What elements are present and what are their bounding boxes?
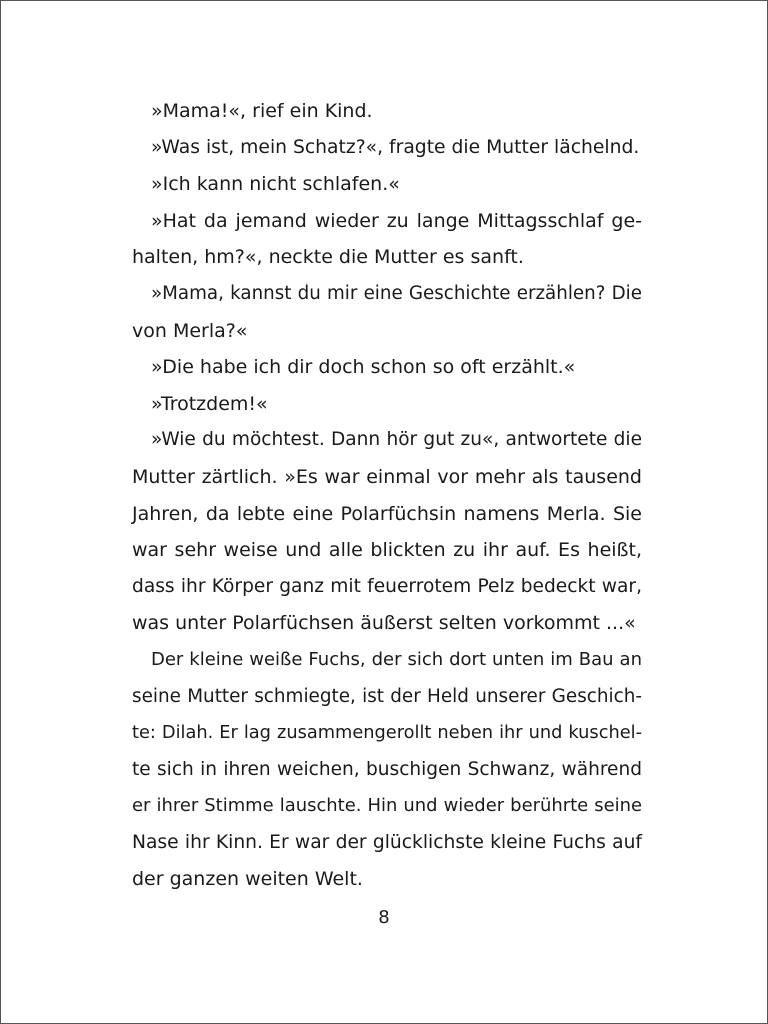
text-line: Der kleine weiße Fuchs, der sich dort unten im Bau an <box>151 648 642 670</box>
text-line: »Mama, kannst du mir eine Geschichte erzählen? Die <box>151 282 642 304</box>
text-line: dass ihr Körper ganz mit feuerrotem Pelz bedeckt war, <box>132 575 642 597</box>
text-line: seine Mutter schmiegte, ist der Held unserer Geschich- <box>132 685 642 707</box>
text-line: »Hat da jemand wieder zu lange Mittagsschlaf ge- <box>151 209 642 232</box>
text-line: er ihrer Stimme lauschte. Hin und wieder berührte seine <box>132 795 642 817</box>
page-text <box>132 93 642 898</box>
text-line: »Trotzdem!« <box>151 392 268 415</box>
text-line: war sehr weise und alle blickten zu ihr auf. Es heißt, <box>132 539 642 562</box>
text-line: »Ich kann nicht schlafen.« <box>151 173 400 196</box>
text-line: te: Dilah. Er lag zusammengerollt neben ihr und kuschel- <box>132 722 642 744</box>
text-line: halten, hm?«, neckte die Mutter es sanft. <box>132 246 524 269</box>
text-line: was unter Polarfüchsen äußerst selten vorkommt ...« <box>132 612 636 635</box>
text-line: Nase ihr Kinn. Er war der glücklichste kleine Fuchs auf <box>132 831 642 853</box>
text-line: »Die habe ich dir doch schon so oft erzählt.« <box>151 356 576 379</box>
text-line: der ganzen weiten Welt. <box>132 868 363 891</box>
text-line: Mutter zärtlich. »Es war einmal vor mehr als tausend <box>132 465 642 488</box>
text-line: von Merla?« <box>132 319 248 342</box>
text-line: »Mama!«, rief ein Kind. <box>151 100 373 122</box>
text-line: te sich in ihren weichen, buschigen Schwanz, während <box>132 758 642 780</box>
text-line: »Was ist, mein Schatz?«, fragte die Mutter lächelnd. <box>151 136 640 158</box>
text-line: Jahren, da lebte eine Polarfüchsin namens Merla. Sie <box>132 502 642 525</box>
page-number: 8 <box>378 907 390 928</box>
text-line: »Wie du möchtest. Dann hör gut zu«, antwortete die <box>151 429 642 451</box>
